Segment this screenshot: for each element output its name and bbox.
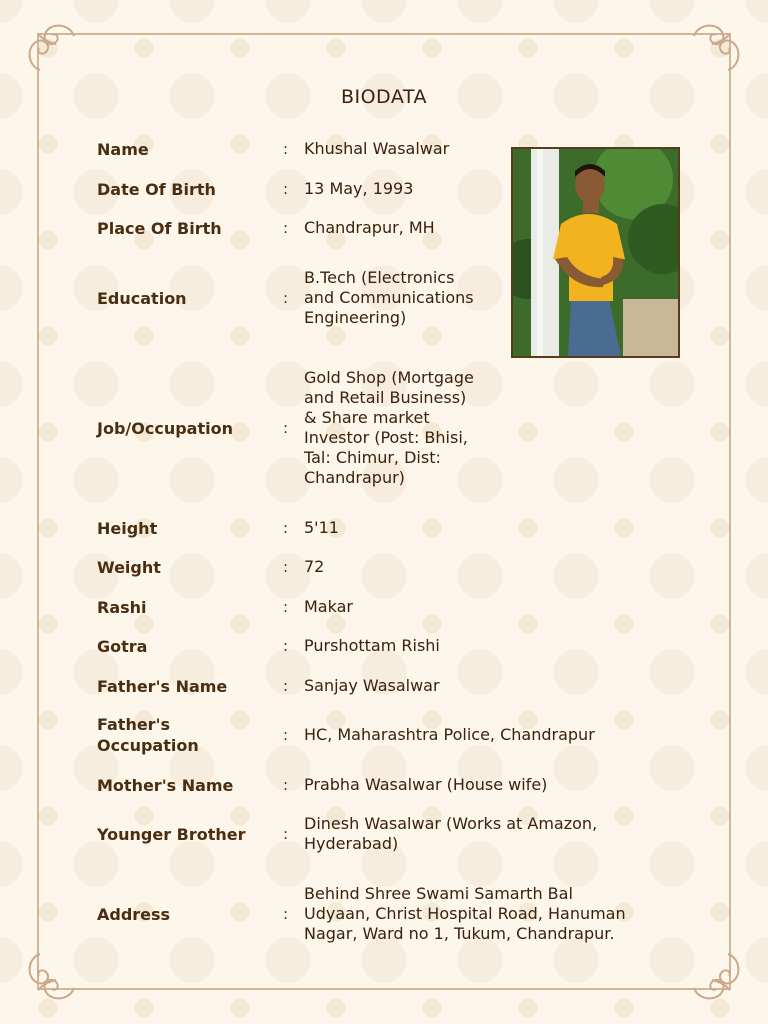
field-value: 72: [304, 557, 325, 576]
field-row: [97, 714, 634, 756]
field-value: 13 May, 1993: [304, 179, 414, 198]
field-row: [97, 884, 634, 944]
field-separator: :: [283, 776, 289, 794]
field-value: Prabha Wasalwar (House wife): [304, 775, 548, 794]
field-value: Dinesh Wasalwar (Works at Amazon, Hyderabad): [304, 814, 598, 853]
field-value: Gold Shop (Mortgage and Retail Business) & Share market Investor (Post: Bhisi, Tal: Chimur, Dist: Chandrapur): [304, 368, 474, 487]
field-label: Education: [97, 288, 187, 308]
field-value: Purshottam Rishi: [304, 636, 440, 655]
corner-flourish-icon: [686, 946, 746, 1006]
field-separator: :: [283, 180, 289, 198]
field-value: Behind Shree Swami Samarth Bal Udyaan, Christ Hospital Road, Hanuman Nagar, Ward no 1, Tukum, Chandrapur.: [304, 884, 626, 943]
field-row: [97, 557, 474, 578]
field-separator: :: [283, 726, 289, 744]
field-label: Weight: [97, 557, 161, 577]
field-separator: :: [283, 677, 289, 695]
corner-flourish-icon: [686, 18, 746, 78]
field-value: Khushal Wasalwar: [304, 139, 450, 158]
field-separator: :: [283, 637, 289, 655]
corner-flourish-icon: [22, 946, 82, 1006]
field-row: [97, 636, 474, 657]
field-row: [97, 775, 634, 796]
field-separator: :: [283, 219, 289, 237]
field-separator: :: [283, 905, 289, 923]
field-row: [97, 368, 474, 488]
field-value: Sanjay Wasalwar: [304, 676, 440, 695]
field-row: [97, 139, 474, 160]
field-separator: :: [283, 598, 289, 616]
field-value: B.Tech (Electronics and Communications Engineering): [304, 268, 474, 327]
field-row: [97, 218, 474, 239]
field-value: HC, Maharashtra Police, Chandrapur: [304, 725, 595, 744]
field-label: Date Of Birth: [97, 179, 216, 199]
field-row: [97, 268, 474, 328]
field-separator: :: [283, 140, 289, 158]
field-separator: :: [283, 519, 289, 537]
page-title: BIODATA: [340, 86, 428, 108]
field-row: [97, 814, 634, 854]
field-separator: :: [283, 825, 289, 843]
field-label: Father's Name: [97, 676, 228, 696]
field-label: Younger Brother: [97, 824, 246, 844]
field-label: Rashi: [97, 597, 147, 617]
field-row: [97, 676, 474, 697]
field-label: Mother's Name: [97, 775, 234, 795]
field-row: [97, 179, 474, 200]
field-label: Address: [97, 904, 171, 924]
field-separator: :: [283, 289, 289, 307]
field-row: [97, 597, 474, 618]
field-label: Job/Occupation: [97, 418, 233, 438]
field-label: Name: [97, 139, 149, 159]
field-row: [97, 518, 474, 539]
field-separator: :: [283, 419, 289, 437]
field-value: 5'11: [304, 518, 339, 537]
field-label: Gotra: [97, 636, 148, 656]
field-separator: :: [283, 558, 289, 576]
field-label: Father's Occupation: [97, 715, 199, 755]
portrait-photo: [511, 147, 680, 358]
corner-flourish-icon: [22, 18, 82, 78]
field-label: Place Of Birth: [97, 218, 222, 238]
field-value: Chandrapur, MH: [304, 218, 435, 237]
field-label: Height: [97, 518, 158, 538]
field-value: Makar: [304, 597, 353, 616]
